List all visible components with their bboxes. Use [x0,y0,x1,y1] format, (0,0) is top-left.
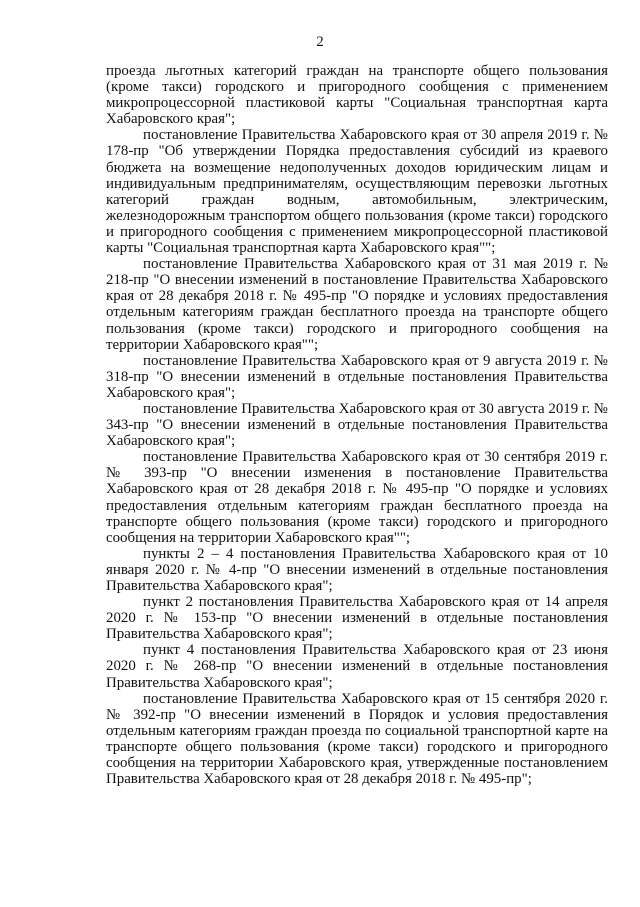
page-number: 2 [316,34,324,50]
paragraph-resolution-4: пункты 2 – 4 постановления Правительства Хабаровского края от 10 января 2020 г. № 4-пр "О внесении изменений в отдельные постановления Правительства Хабаровского края"; [106,545,608,594]
paragraph-resolution-392: постановление Правительства Хабаровского края от 15 сентября 2020 г. № 392-пр "О внесении изменений в Порядок и условия предоставления отдельным категориям граждан проезда по социальной транспортной карте на транспорте общего пользования (кроме такси) городского и пригородного сообщения на территории Хабаровского края, утвержденные постановлением Правительства Хабаровского края от 28 декабря 2018 г. № 495-пр"; [106,690,608,788]
paragraph-resolution-178: постановление Правительства Хабаровского края от 30 апреля 2019 г. № 178-пр "Об утверждении Порядка предоставления субсидий из краевого бюджета на возмещение недополученных доходов юридическим лицам и индивидуальным предпринимателям, осуществляющим перевозки льготных категорий граждан водным, автомобильным, электрическим, железнодорожным транспортом общего пользования (кроме такси) городского и пригородного сообщения с применением микропроцессорной пластиковой карты "Социальная транспортная карта Хабаровского края""; [106,127,608,257]
paragraph-resolution-393: постановление Правительства Хабаровского края от 30 сентября 2019 г. № 393-пр "О внесении изменения в постановление Правительства Хабаровского края от 28 декабря 2018 г. № 495-пр "О порядке и условиях предоставления отдельным категориям граждан бесплатного проезда на транспорте общего пользования (кроме такси) городского и пригородного сообщения на территории Хабаровского края""; [106,449,608,546]
paragraph-continuation: проезда льготных категорий граждан на транспорте общего пользования (кроме такси) городского и пригородного сообщения с применением микропроцессорной пластиковой карты "Социальная транспортная карта Хабаровского края"; [106,63,608,128]
document-body [106,63,608,787]
paragraph-resolution-153: пункт 2 постановления Правительства Хабаровского края от 14 апреля 2020 г. № 153-пр "О внесении изменений в отдельные постановления Правительства Хабаровского края"; [106,594,608,643]
paragraph-resolution-218: постановление Правительства Хабаровского края от 31 мая 2019 г. № 218-пр "О внесении изменений в постановление Правительства Хабаровского края от 28 декабря 2018 г. № 495-пр "О порядке и условиях предоставления отдельным категориям граждан бесплатного проезда на транспорте общего пользования (кроме такси) городского и пригородного сообщения на территории Хабаровского края""; [106,256,608,353]
paragraph-resolution-343: постановление Правительства Хабаровского края от 30 августа 2019 г. № 343-пр "О внесении изменений в отдельные постановления Правительства Хабаровского края"; [106,400,608,450]
paragraph-resolution-318: постановление Правительства Хабаровского края от 9 августа 2019 г. № 318-пр "О внесении изменений в отдельные постановления Правительства Хабаровского края"; [106,352,608,401]
paragraph-resolution-268: пункт 4 постановления Правительства Хабаровского края от 23 июня 2020 г. № 268-пр "О внесении изменений в отдельные постановления Правительства Хабаровского края"; [106,642,608,691]
